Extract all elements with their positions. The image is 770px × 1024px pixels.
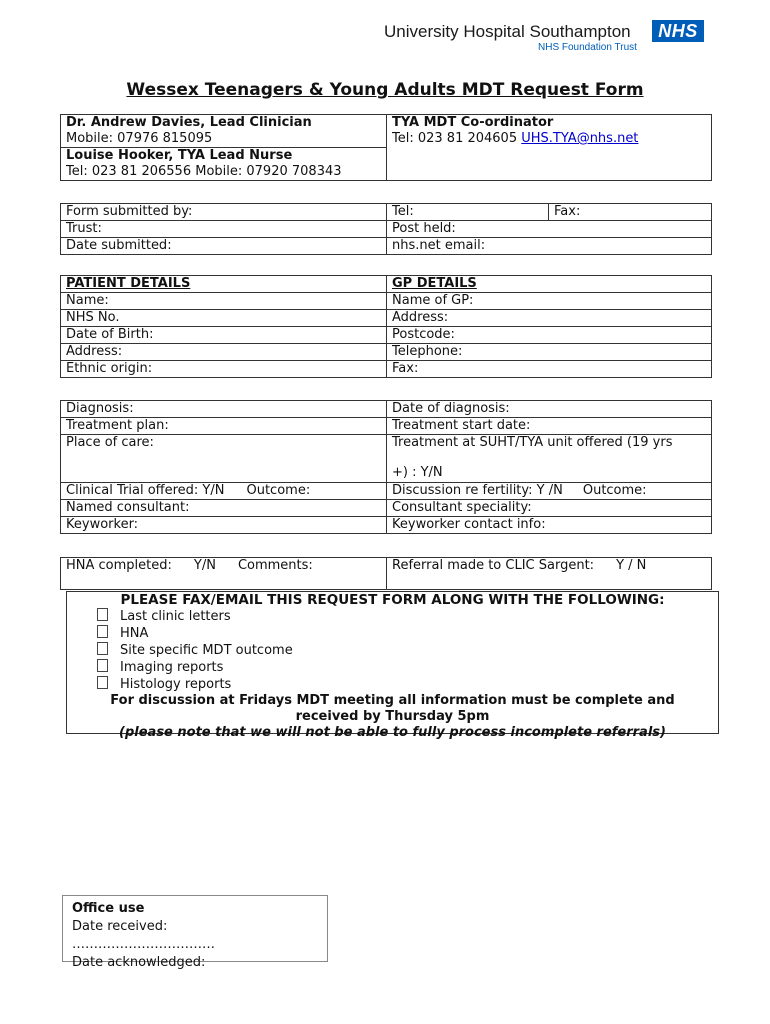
trust-field[interactable]: Trust: — [61, 221, 387, 238]
fertility-label: Discussion re fertility: Y /N — [392, 483, 563, 498]
instructions-box — [66, 591, 719, 740]
form-submitted-by-field[interactable]: Form submitted by: — [61, 204, 387, 221]
checkbox-icon[interactable] — [97, 659, 108, 672]
lead-nurse-phone: Tel: 023 81 206556 Mobile: 07920 708343 — [66, 164, 342, 179]
list-item: HNA — [97, 625, 718, 642]
clinical-trial-outcome-label: Outcome: — [246, 483, 311, 498]
clic-yn: Y / N — [616, 558, 647, 573]
patient-dob-field[interactable]: Date of Birth: — [61, 327, 387, 344]
consultant-speciality-field[interactable]: Consultant speciality: — [387, 500, 712, 517]
coordinator-email-link[interactable]: UHS.TYA@nhs.net — [521, 131, 639, 146]
attachments-list — [67, 608, 718, 693]
keyworker-contact-field[interactable]: Keyworker contact info: — [387, 517, 712, 534]
lead-nurse-cell — [61, 148, 387, 181]
named-consultant-field[interactable]: Named consultant: — [61, 500, 387, 517]
list-item: Imaging reports — [97, 659, 718, 676]
office-use-box — [62, 895, 328, 970]
place-of-care-field[interactable]: Place of care: — [61, 435, 387, 483]
checkbox-icon[interactable] — [97, 608, 108, 621]
gp-postcode-field[interactable]: Postcode: — [387, 327, 712, 344]
lead-clinician-name: Dr. Andrew Davies, Lead Clinician — [66, 115, 312, 130]
deadline-line1: For discussion at Fridays MDT meeting all information must be complete and — [110, 693, 675, 708]
instructions-heading: PLEASE FAX/EMAIL THIS REQUEST FORM ALONG WITH THE FOLLOWING: — [120, 592, 665, 608]
patient-details-heading: PATIENT DETAILS — [61, 276, 387, 293]
list-item: Site specific MDT outcome — [97, 642, 718, 659]
hna-comments-label: Comments: — [237, 558, 313, 573]
list-item: Last clinic letters — [97, 608, 718, 625]
coordinator-contact — [392, 131, 706, 147]
lead-nurse-name: Louise Hooker, TYA Lead Nurse — [66, 148, 293, 163]
nhs-email-field[interactable]: nhs.net email: — [387, 238, 712, 255]
treatment-plan-field[interactable]: Treatment plan: — [61, 418, 387, 435]
diagnosis-field[interactable]: Diagnosis: — [61, 401, 387, 418]
patient-gp-table — [60, 275, 712, 378]
fertility-field[interactable] — [387, 483, 712, 500]
clinical-trial-field[interactable] — [61, 483, 387, 500]
gp-fax-field[interactable]: Fax: — [387, 361, 712, 378]
gp-details-heading: GP DETAILS — [387, 276, 712, 293]
hna-yn: Y/N — [193, 558, 216, 573]
patient-address-field[interactable]: Address: — [61, 344, 387, 361]
submitter-table — [60, 203, 712, 255]
patient-ethnic-origin-field[interactable]: Ethnic origin: — [61, 361, 387, 378]
list-item: Histology reports — [97, 676, 718, 693]
clinical-table — [60, 400, 712, 534]
suht-treatment-field[interactable] — [387, 435, 712, 483]
incomplete-warning: (please note that we will not be able to fully process incomplete referrals) — [119, 725, 666, 740]
suht-treatment-line1: Treatment at SUHT/TYA unit offered (19 yrs — [392, 435, 673, 450]
clic-referral-field[interactable] — [387, 558, 712, 590]
fax-field[interactable]: Fax: — [549, 204, 712, 221]
suht-treatment-line2: +) : Y/N — [392, 465, 443, 480]
treatment-start-field[interactable]: Treatment start date: — [387, 418, 712, 435]
deadline-line2: received by Thursday 5pm — [295, 709, 490, 724]
coordinator-tel: Tel: 023 81 204605 — [392, 131, 518, 146]
office-use-heading: Office use — [72, 901, 145, 916]
tel-field[interactable]: Tel: — [387, 204, 549, 221]
gp-address-field[interactable]: Address: — [387, 310, 712, 327]
org-name: University Hospital Southampton — [384, 22, 631, 41]
hna-field[interactable] — [61, 558, 387, 590]
date-of-diagnosis-field[interactable]: Date of diagnosis: — [387, 401, 712, 418]
keyworker-field[interactable]: Keyworker: — [61, 517, 387, 534]
checkbox-icon[interactable] — [97, 676, 108, 689]
date-submitted-field[interactable]: Date submitted: — [61, 238, 387, 255]
lead-clinician-cell — [61, 115, 387, 148]
coordinator-title: TYA MDT Co-ordinator — [392, 115, 554, 130]
lead-clinician-mobile: Mobile: 07976 815095 — [66, 131, 213, 146]
checkbox-icon[interactable] — [97, 642, 108, 655]
date-acknowledged-label: Date acknowledged: — [72, 955, 206, 970]
hna-table — [60, 557, 712, 590]
contacts-table — [60, 114, 712, 181]
trust-name: NHS Foundation Trust — [538, 42, 637, 53]
checkbox-icon[interactable] — [97, 625, 108, 638]
date-received-label: Date received: — [72, 919, 168, 934]
coordinator-cell — [387, 115, 712, 181]
nhs-logo: NHS — [652, 20, 704, 42]
fertility-outcome-label: Outcome: — [582, 483, 647, 498]
post-held-field[interactable]: Post held: — [387, 221, 712, 238]
hna-completed-label: HNA completed: — [66, 558, 172, 573]
form-title: Wessex Teenagers & Young Adults MDT Request Form — [126, 80, 644, 100]
date-received-dots[interactable]: …………………………… — [72, 937, 215, 952]
patient-nhs-no-field[interactable]: NHS No. — [61, 310, 387, 327]
gp-name-field[interactable]: Name of GP: — [387, 293, 712, 310]
clinical-trial-label: Clinical Trial offered: Y/N — [66, 483, 225, 498]
clic-referral-label: Referral made to CLIC Sargent: — [392, 558, 595, 573]
patient-name-field[interactable]: Name: — [61, 293, 387, 310]
gp-telephone-field[interactable]: Telephone: — [387, 344, 712, 361]
